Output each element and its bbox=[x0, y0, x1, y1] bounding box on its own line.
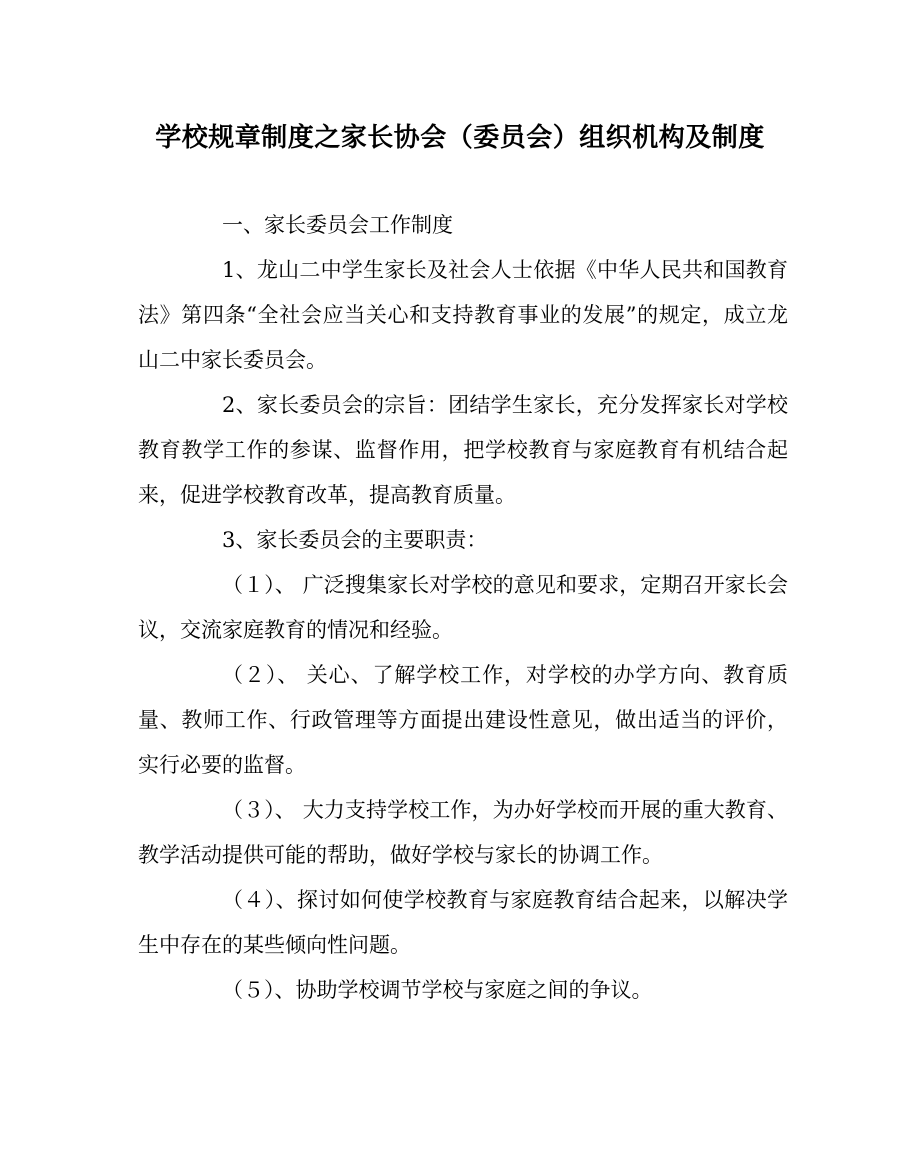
paragraph-item-2: 2、家长委员会的宗旨：团结学生家长，充分发挥家长对学校教育教学工作的参谋、监督作用，把学校教育与家庭教育有机结合起来，促进学校教育改革，提高教育质量。 bbox=[138, 393, 788, 507]
duty-item-5: （５）、协助学校调节学校与家庭之间的争议。 bbox=[222, 978, 653, 1002]
duty-item-3: （３）、 大力支持学校工作，为办好学校而开展的重大教育、教学活动提供可能的帮助，做好学校与家长的协调工作。 bbox=[138, 798, 788, 867]
duty-item-4: （４）、探讨如何使学校教育与家庭教育结合起来，以解决学生中存在的某些倾向性问题。 bbox=[138, 888, 788, 957]
paragraph-item-3: 3、家长委员会的主要职责： bbox=[222, 528, 488, 552]
document-title: 学校规章制度之家长协会（委员会）组织机构及制度 bbox=[155, 123, 765, 153]
duty-item-1: （１）、 广泛搜集家长对学校的意见和要求，定期召开家长会议，交流家庭教育的情况和经验。 bbox=[138, 573, 788, 642]
document-body bbox=[138, 203, 788, 1013]
paragraph-item-1: 1、龙山二中学生家长及社会人士依据《中华人民共和国教育法》第四条“全社会应当关心和支持教育事业的发展”的规定，成立龙山二中家长委员会。 bbox=[138, 258, 788, 372]
duty-item-2: （２）、 关心、了解学校工作，对学校的办学方向、教育质量、教师工作、行政管理等方面提出建设性意见，做出适当的评价，实行必要的监督。 bbox=[138, 663, 788, 777]
section-heading: 一、家长委员会工作制度 bbox=[222, 213, 453, 237]
